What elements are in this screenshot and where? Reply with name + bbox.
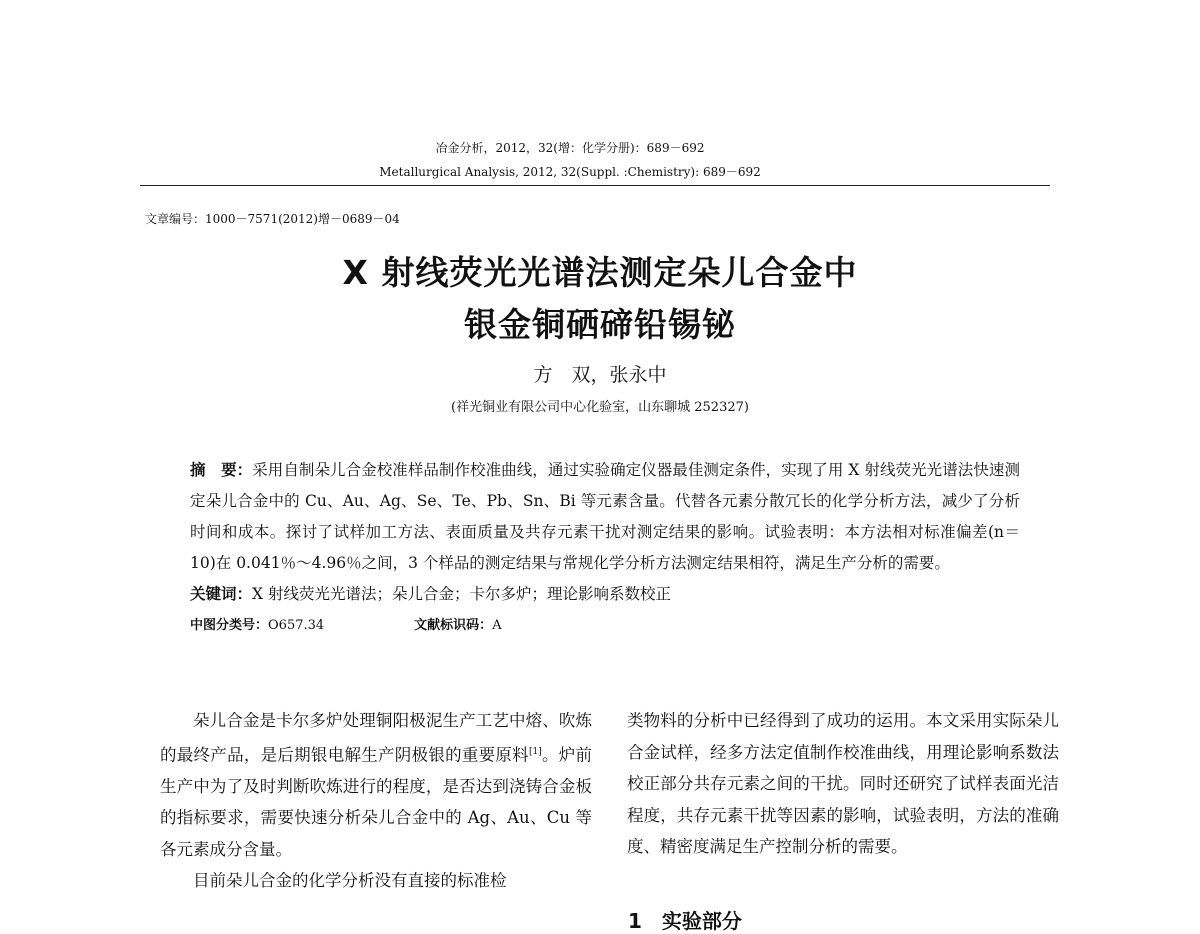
abstract-label: 摘 要： [190,461,253,479]
body-paragraph: 类物料的分析中已经得到了成功的运用。本文采用实际朵儿合金试样，经多方法定值制作校准曲线，用理论影响系数法校正部分共存元素之间的干扰。同时还研究了试样表面光洁程度，共存元素干扰等因素的影响，试验表明，方法的准确度、精密度满足生产控制分析的需要。 [627,711,1059,856]
body-right-column [627,705,1059,863]
classification [190,610,1020,641]
authors: 方 双，张永中 [533,364,667,386]
affiliation: (祥光铜业有限公司中心化验室，山东聊城 252327) [451,400,749,415]
keywords-label: 关键词： [190,585,253,603]
body-paragraph [160,705,592,865]
doc-code-label: 文献标识码： [414,618,493,633]
title-line-1: X 射线荧光光谱法测定朵儿合金中 [342,253,858,292]
body-left-column [160,705,592,897]
journal-header-en: Metallurgical Analysis, 2012, 32(Suppl. :Chemistry): 689－692 [379,165,761,179]
reference-mark: [1] [528,746,542,757]
body-paragraph: 目前朵儿合金的化学分析没有直接的标准检 [193,871,507,890]
clc-value: O657.34 [268,618,325,633]
abstract-text: 采用自制朵儿合金校准样品制作校准曲线，通过实验确定仪器最佳测定条件，实现了用 X 射线荧光光谱法快速测定朵儿合金中的 Cu、Au、Ag、Se、Te、Pb、Sn、Bi 等元素含量。代替各元素分散冗长的化学分析方法，减少了分析时间和成本。探讨了试样加工方法、表面质量及共存元素干扰对测定结果的影响。试验表明：本方法相对标准偏差(n＝10)在 0.041％～4.96％之间，3 个样品的测定结果与常规化学分析方法测定结果相符，满足生产分析的需要。 [190,461,1021,572]
abstract-block [190,455,1020,641]
journal-header-cn: 冶金分析，2012，32(增：化学分册)：689－692 [435,141,705,155]
body-text: 。炉前生产中为了及时判断吹炼进行的程度，是否达到浇铸合金板的指标要求，需要快速分析朵儿合金中的 Ag、Au、Cu 等各元素成分含量。 [160,745,593,859]
title-line-2: 银金铜硒碲铅锡铋 [464,305,736,344]
clc-label: 中图分类号： [190,618,269,633]
header-rule [140,185,1050,186]
keywords-text: X 射线荧光光谱法；朵儿合金；卡尔多炉；理论影响系数校正 [252,585,671,603]
article-number: 文章编号：1000－7571(2012)增－0689－04 [145,212,400,226]
section-heading: 1 实验部分 [628,909,742,933]
doc-code-value: A [492,618,502,633]
abstract [190,455,1020,579]
body-text: 朵儿合金是卡尔多炉处理铜阳极泥生产工艺中熔、吹炼的最终产品，是后期银电解生产阴极银的重要原料 [160,711,592,764]
keywords [190,579,1020,610]
